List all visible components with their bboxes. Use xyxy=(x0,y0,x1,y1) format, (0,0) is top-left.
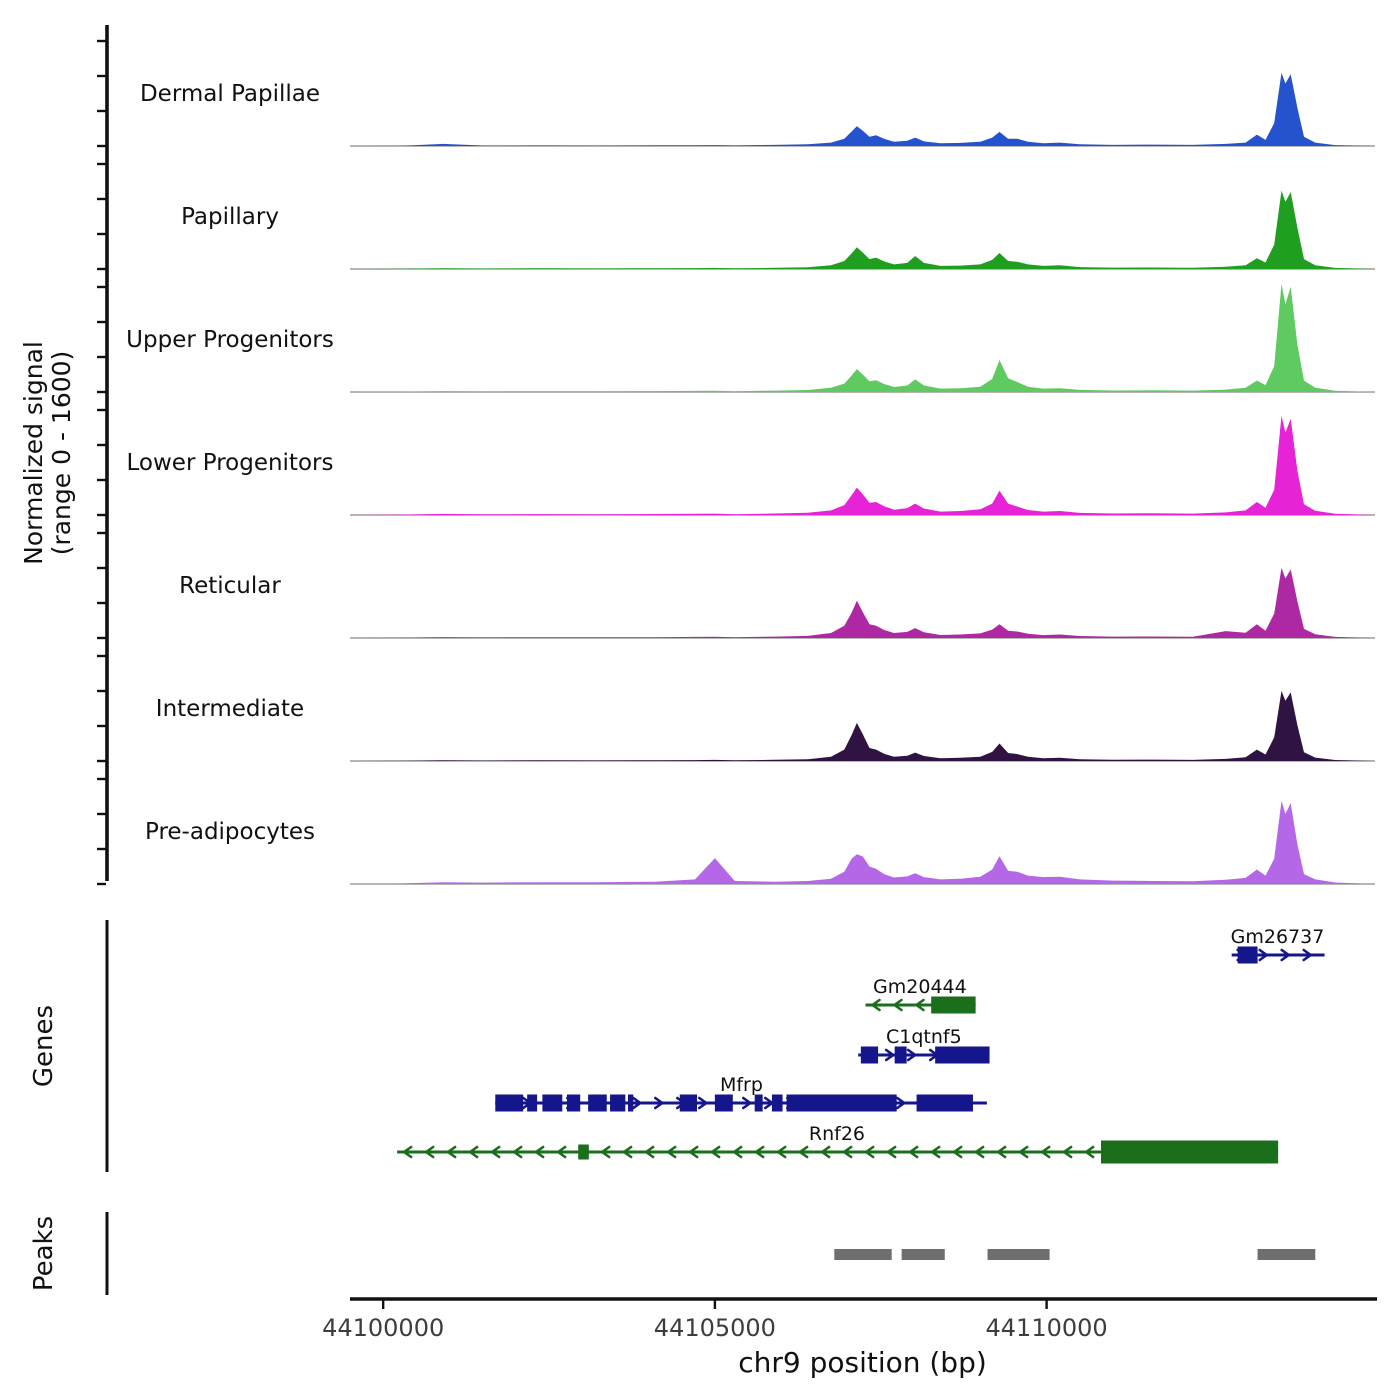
x-axis-title: chr9 position (bp) xyxy=(738,1346,987,1379)
genes-section-label: Genes xyxy=(29,1004,59,1088)
x-tick-label: 44110000 xyxy=(985,1314,1108,1342)
peaks-section-label: Peaks xyxy=(29,1215,59,1292)
gene-exon-mfrp xyxy=(680,1095,697,1112)
peak-interval xyxy=(988,1249,1050,1260)
gene-exon-rnf26 xyxy=(578,1145,589,1160)
signal-area-dermal-papillae xyxy=(350,73,1375,146)
gene-exon-mfrp xyxy=(628,1095,633,1112)
gene-exon-gm26737 xyxy=(1238,947,1258,964)
signal-area-reticular xyxy=(350,568,1375,638)
gene-exon-c1qtnf5 xyxy=(861,1047,878,1064)
gene-exon-mfrp xyxy=(772,1095,783,1112)
gene-label-gm26737: Gm26737 xyxy=(1230,926,1325,948)
peak-interval xyxy=(834,1249,891,1260)
gene-exon-mfrp xyxy=(588,1095,607,1112)
peak-interval xyxy=(902,1249,945,1260)
gene-label-rnf26: Rnf26 xyxy=(808,1123,866,1145)
gene-exon-rnf26 xyxy=(1101,1141,1278,1164)
peak-interval xyxy=(1258,1249,1316,1260)
gene-exon-mfrp xyxy=(527,1095,537,1112)
gene-exon-mfrp xyxy=(917,1095,973,1112)
gene-label-gm20444: Gm20444 xyxy=(873,976,967,998)
signal-area-pre-adipocytes xyxy=(350,801,1375,884)
track-label-pre-adipocytes: Pre-adipocytes xyxy=(144,819,316,845)
track-label-upper-progenitors: Upper Progenitors xyxy=(126,327,334,353)
gene-exon-mfrp xyxy=(755,1095,763,1112)
y-axis-label-line2: (range 0 - 1600) xyxy=(47,350,76,556)
gene-label-mfrp: Mfrp xyxy=(719,1074,763,1096)
signal-area-papillary xyxy=(350,191,1375,270)
gene-exon-mfrp xyxy=(542,1095,562,1112)
signal-area-intermediate xyxy=(350,691,1375,761)
gene-exon-gm20444 xyxy=(931,997,975,1014)
gene-label-c1qtnf5: C1qtnf5 xyxy=(886,1026,962,1048)
y-axis-label-line1: Normalized signal xyxy=(19,341,48,565)
signal-area-upper-progenitors xyxy=(350,284,1375,392)
x-tick-label: 44100000 xyxy=(322,1314,445,1342)
x-tick-label: 44105000 xyxy=(653,1314,776,1342)
signal-area-lower-progenitors xyxy=(350,416,1375,515)
gene-exon-mfrp xyxy=(610,1095,625,1112)
gene-exon-mfrp xyxy=(787,1095,897,1112)
gene-exon-mfrp xyxy=(495,1095,523,1112)
track-label-papillary: Papillary xyxy=(181,204,279,230)
track-label-dermal-papillae: Dermal Papillae xyxy=(139,81,321,107)
gene-exon-mfrp xyxy=(715,1095,733,1112)
track-label-reticular: Reticular xyxy=(179,573,281,599)
gene-exon-mfrp xyxy=(567,1095,580,1112)
gene-exon-c1qtnf5 xyxy=(935,1047,989,1064)
track-label-lower-progenitors: Lower Progenitors xyxy=(126,450,334,476)
gene-exon-c1qtnf5 xyxy=(895,1047,907,1064)
track-label-intermediate: Intermediate xyxy=(155,696,305,722)
